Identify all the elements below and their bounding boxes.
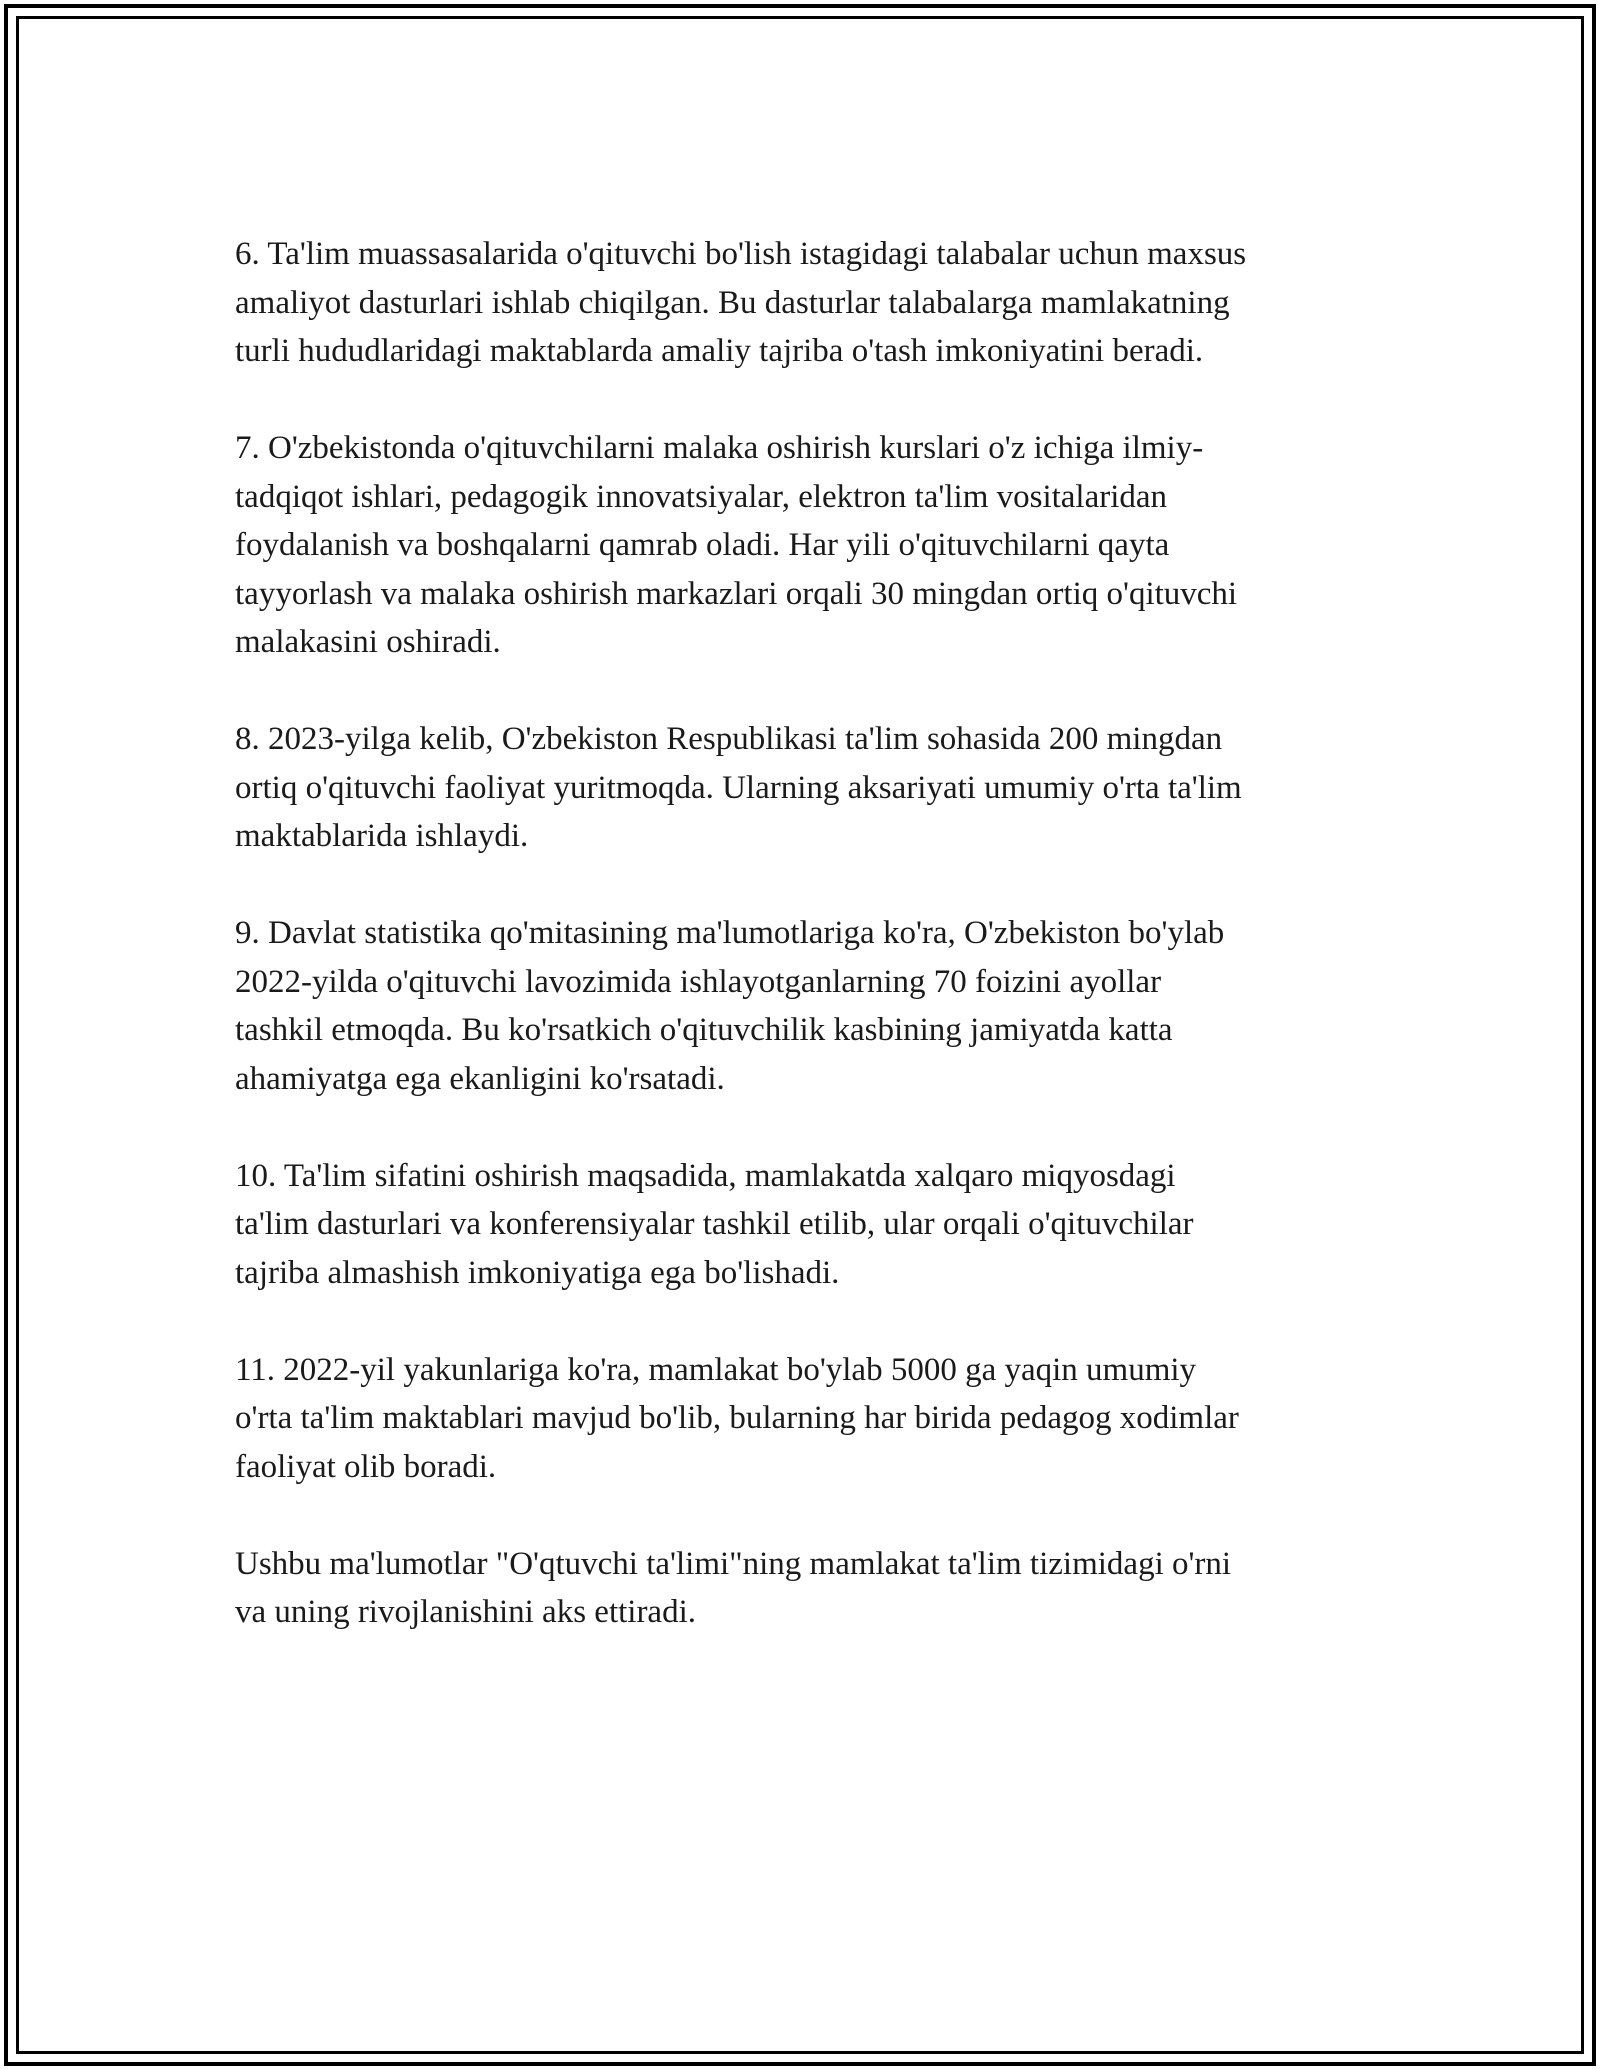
paragraph-9: 9. Davlat statistika qo'mitasining ma'lumotlariga ko'ra, O'zbekiston bo'ylab 2022-yilda o'qituvchi lavozimida ishlayotganlarning 70 foizini ayollar tashkil etmoqda. Bu ko'rsatkich o'qituvchilik kasbining jamiyatda katta ahamiyatga ega ekanligini ko'rsatadi. [235, 915, 1225, 1097]
paragraph-11: 11. 2022-yil yakunlariga ko'ra, mamlakat bo'ylab 5000 ga yaqin umumiy o'rta ta'lim maktablari mavjud bo'lib, bularning har birida pedagog xodimlar faoliyat olib boradi. [235, 1351, 1239, 1485]
paragraph-8: 8. 2023-yilga kelib, O'zbekiston Respublikasi ta'lim sohasida 200 mingdan ortiq o'qituvchi faoliyat yuritmoqda. Ularning aksariyati umumiy o'rta ta'lim maktablarida ishlaydi. [235, 721, 1242, 854]
paragraph-6: 6. Ta'lim muassasalarida o'qituvchi bo'lish istagidagi talabalar uchun maxsus amaliyot dasturlari ishlab chiqilgan. Bu dasturlar talabalarga mamlakatning turli hududlaridagi maktablarda amaliy tajriba o'tash imkoniyatini beradi. [235, 236, 1247, 369]
paragraph-7: 7. O'zbekistonda o'qituvchilarni malaka oshirish kurslari o'z ichiga ilmiy- tadqiqot ishlari, pedagogik innovatsiyalar, elektron ta'lim vositalaridan foydalanish va boshqalarni qamrab oladi. Har yili o'qituvchilarni qayta tayyorlash va malaka oshirish markazlari orqali 30 mingdan ortiq o'qituvchi malakasini oshiradi. [235, 430, 1238, 660]
closing-paragraph: Ushbu ma'lumotlar "O'qtuvchi ta'limi"ning mamlakat ta'lim tizimidagi o'rni va uning rivojlanishini aks ettiradi. [235, 1545, 1232, 1630]
document-body [235, 230, 1375, 1685]
paragraph-10: 10. Ta'lim sifatini oshirish maqsadida, mamlakatda xalqaro miqyosdagi ta'lim dasturlari va konferensiyalar tashkil etilib, ular orqali o'qituvchilar tajriba almashish imkoniyatiga ega bo'lishadi. [235, 1157, 1194, 1291]
